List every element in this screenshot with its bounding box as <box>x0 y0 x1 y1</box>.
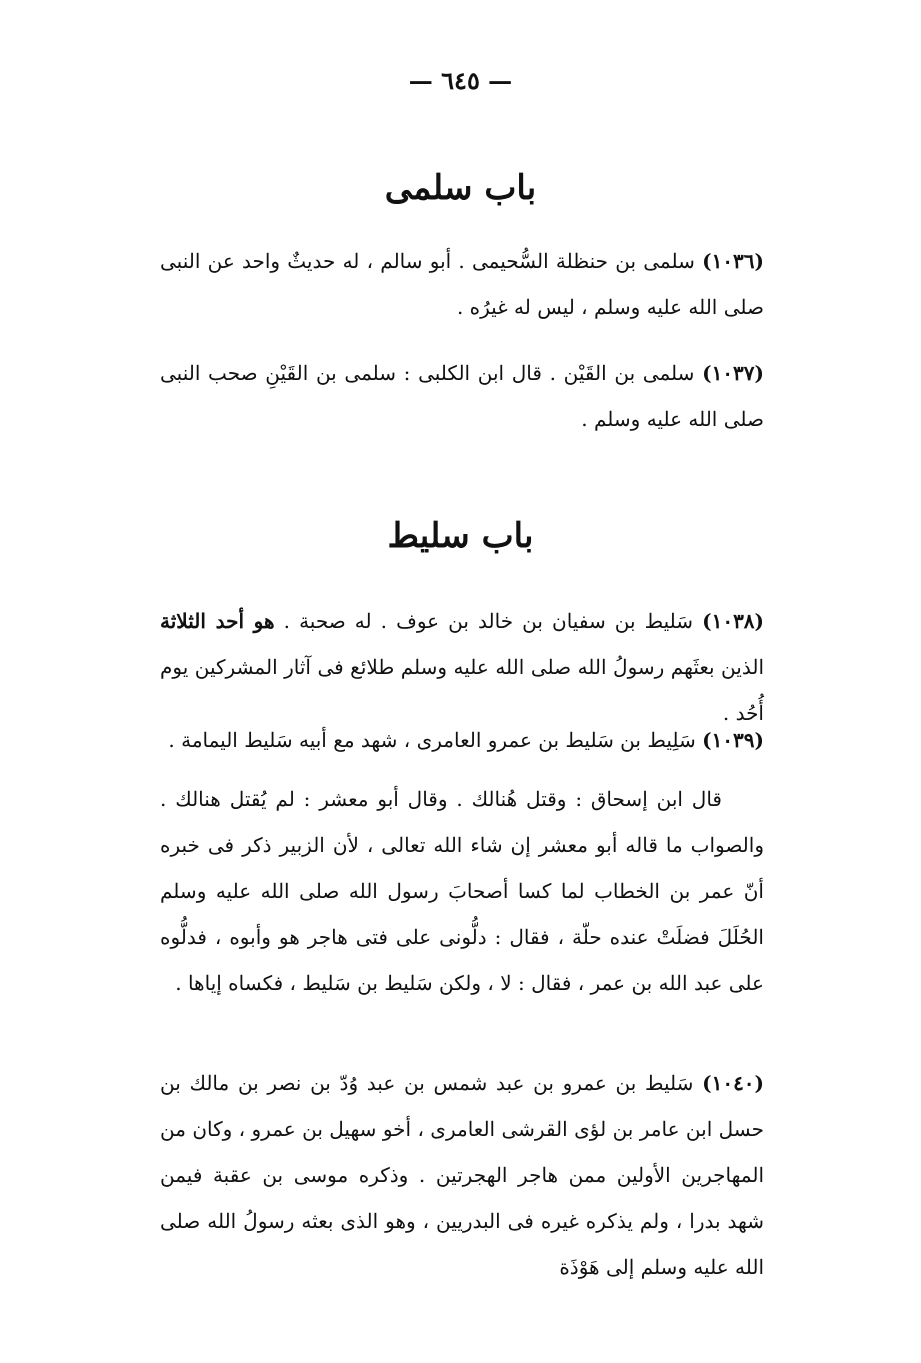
commentary-text: قال ابن إسحاق : وقتل هُنالك . وقال أبو معشر : لم يُقتل هنالك . والصواب ما قاله أبو معشر إن شاء الله تعالى ، لأن الزبير ذكر فى خبره أنّ عمر بن الخطاب لما كسا أصحابَ رسول الله صلى الله عليه وسلم الحُلَلَ فضلَتْ عنده حلّة ، فقال : دلُّونى على فتى هاجر هو وأبوه ، فدلُّوه على عبد الله بن عمر ، فقال : لا ، ولكن سَليط بن سَليط ، فكساه إياها . <box>160 787 764 995</box>
entry-1037 <box>160 350 764 442</box>
entry-1039 <box>160 717 764 763</box>
page-number: — ٦٤٥ — <box>408 66 513 95</box>
entry-number: (١٠٣٩) <box>702 728 764 752</box>
entry-1040 <box>160 1060 764 1290</box>
entry-text-continued: الذين بعثَهم رسولُ الله صلى الله عليه وسلم طلائع فى آثار المشركين يوم أُحُد . <box>160 655 764 725</box>
entry-number: (١٠٤٠) <box>702 1071 765 1095</box>
entry-1038 <box>160 598 764 736</box>
entry-number: (١٠٣٨) <box>702 609 765 633</box>
entry-number: (١٠٣٧) <box>702 361 764 385</box>
chapter-title-salma: باب سلمى <box>384 168 537 208</box>
entry-text: سَلِيط بن سَليط بن عمرو العامرى ، شهد مع أبيه سَليط اليمامة . <box>168 728 696 752</box>
entry-text: سَليط بن سفيان بن خالد بن عوف . له صحبة . <box>283 609 694 633</box>
entry-text: سلمى بن القَيْن . قال ابن الكلبى : سلمى بن القَيْنِ صحب النبى صلى الله عليه وسلم . <box>160 361 764 431</box>
entry-1036 <box>160 238 764 330</box>
entry-text: سلمى بن حنظلة السُّحيمى . أبو سالم ، له حديثٌ واحد عن النبى صلى الله عليه وسلم ، ليس له غيرُه . <box>160 249 764 319</box>
entry-text: سَليط بن عمرو بن عبد شمس بن عبد وُدّ بن نصر بن مالك بن حسل ابن عامر بن لؤى القرشى العامرى ، أخو سهيل بن عمرو ، وكان من المهاجرين الأولين ممن هاجر الهجرتين . وذكره موسى بن عقبة فيمن شهد بدرا ، ولم يذكره غيره فى البدريين ، وهو الذى بعثه رسولُ الله صلى الله عليه وسلم إلى هَوْذَة <box>160 1071 764 1279</box>
commentary-paragraph <box>160 776 764 1006</box>
entry-number: (١٠٣٦) <box>702 249 764 273</box>
entry-text-bold: هو أحد الثلاثة <box>160 609 275 633</box>
chapter-title-salit: باب سليط <box>387 516 534 556</box>
